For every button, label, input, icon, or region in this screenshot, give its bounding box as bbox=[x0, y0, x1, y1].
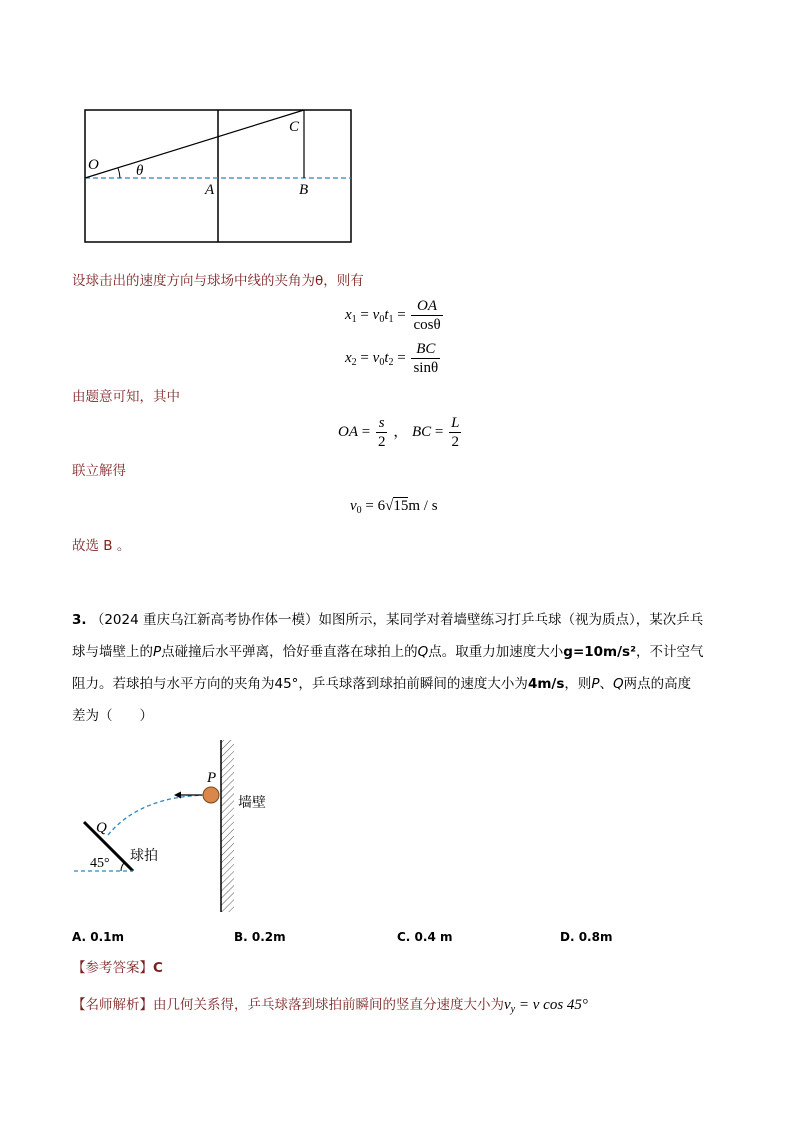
question-line-2: 球与墙壁上的P点碰撞后水平弹离，恰好垂直落在球拍上的Q点。取重力加速度大小g=10m/s²，不计空气 bbox=[72, 644, 704, 660]
label-angle: 45° bbox=[90, 856, 110, 871]
question-line-1: 3. （2024 重庆乌江新高考协作体一模）如图所示，某同学对着墙壁练习打乒乓球（视为质点），某次乒乓 bbox=[72, 612, 704, 628]
label-p: P bbox=[207, 770, 217, 786]
label-theta: θ bbox=[136, 163, 144, 179]
label-o: O bbox=[88, 157, 99, 173]
equation-2: $x_2 = v_0t_2$ = $\frac{BC}{\sin\theta}$ bbox=[345, 341, 439, 376]
ball-trajectory-line bbox=[85, 110, 304, 178]
wall-paddle-diagram bbox=[70, 738, 290, 916]
solution-intro: 设球击出的速度方向与球场中线的夹角为θ，则有 bbox=[72, 273, 364, 289]
question-line-3: 阻力。若球拍与水平方向的夹角为45°，乒乓球落到球拍前瞬间的速度大小为4m/s，则P、Q两点的高度 bbox=[72, 676, 692, 692]
label-q: Q bbox=[96, 820, 107, 836]
label-c: C bbox=[289, 119, 300, 135]
equation-1: $x_1 = v_0t_1$ = $\frac{OA}{\cos\theta}$ bbox=[345, 298, 441, 333]
ball bbox=[203, 787, 219, 803]
equation-4: $v_0 = 6√15m / s$ bbox=[350, 498, 438, 516]
label-a: A bbox=[205, 182, 215, 198]
label-b: B bbox=[299, 182, 309, 198]
question-3 bbox=[72, 604, 732, 732]
theta-arc bbox=[118, 168, 120, 178]
option-d[interactable]: D. 0.8m bbox=[560, 930, 613, 944]
option-a[interactable]: A. 0.1m bbox=[72, 930, 125, 944]
wall-hatch bbox=[221, 740, 234, 912]
equation-3: OA = $\frac{s}{2}$ ， BC = $\frac{L}{2}$ bbox=[338, 415, 460, 450]
option-c[interactable]: C. 0.4 m bbox=[397, 930, 453, 944]
label-paddle: 球拍 bbox=[130, 848, 158, 864]
ball-path bbox=[108, 795, 208, 835]
analysis-line: 【名师解析】由几何关系得，乒乓球落到球拍前瞬间的竖直分速度大小为$v_y = v$ cos 45° bbox=[72, 997, 588, 1015]
question-line-4: 差为（ ） bbox=[72, 708, 153, 724]
known-text: 由题意可知，其中 bbox=[72, 389, 180, 405]
option-b[interactable]: B. 0.2m bbox=[234, 930, 286, 944]
conclusion-text: 故选 B 。 bbox=[72, 538, 131, 554]
angle-arc bbox=[121, 863, 125, 872]
court-diagram bbox=[80, 105, 360, 247]
solve-text: 联立解得 bbox=[72, 463, 126, 479]
label-wall: 墙壁 bbox=[238, 795, 266, 811]
answer-line: 【参考答案】C bbox=[72, 960, 163, 976]
